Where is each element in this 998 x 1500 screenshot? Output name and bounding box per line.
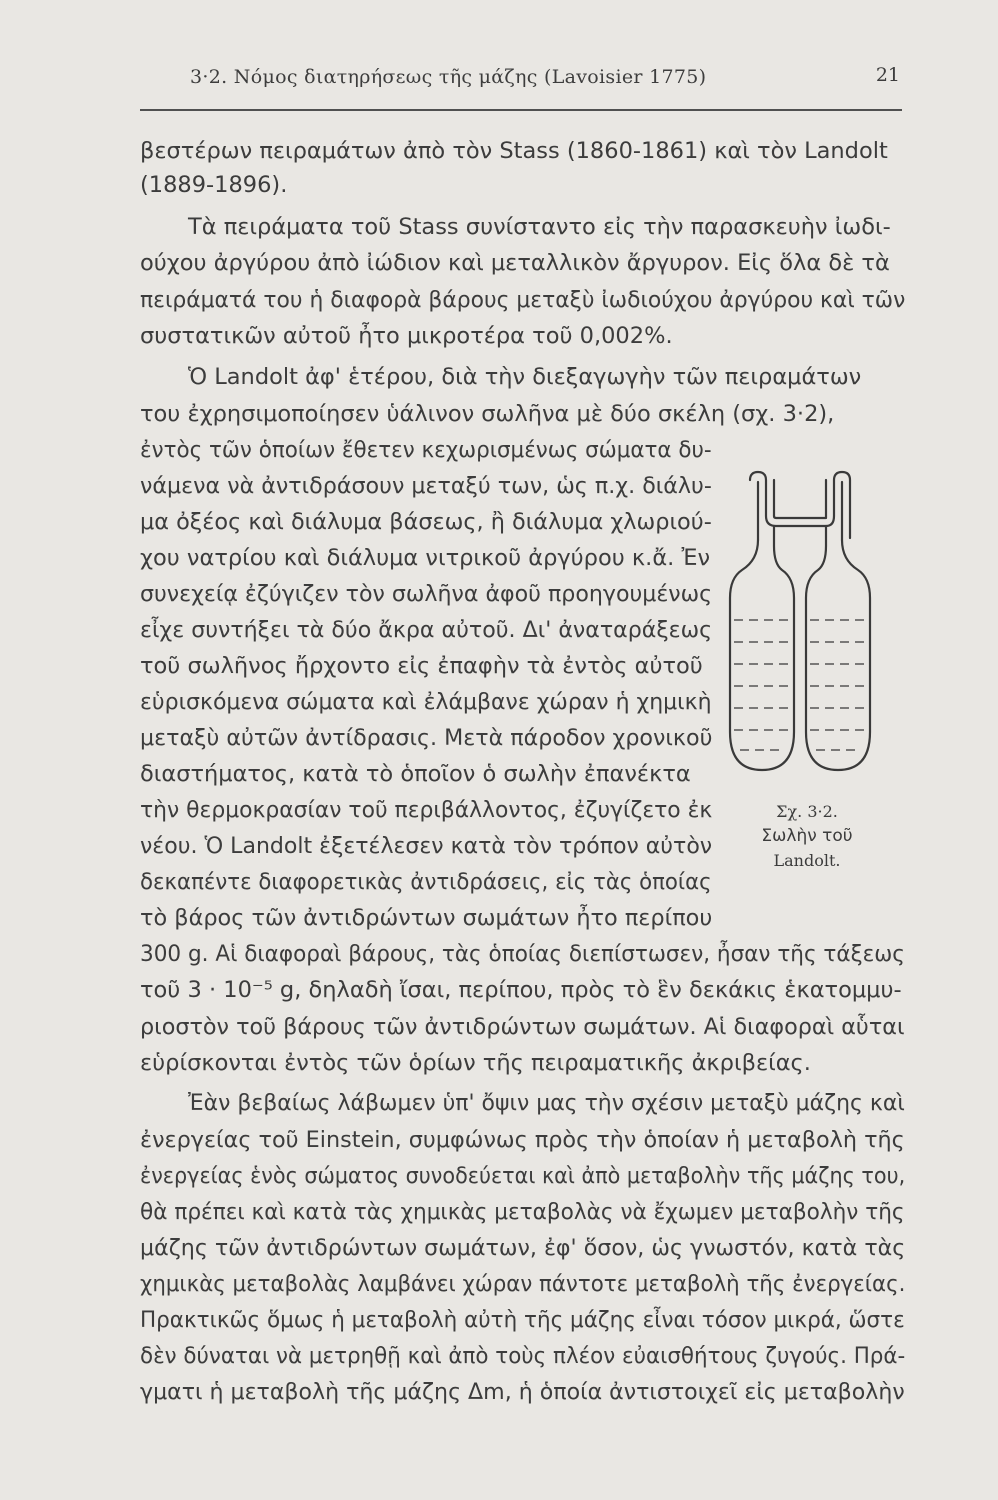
text-line: δὲν δύναται νὰ μετρηθῇ καὶ ἀπὸ τοὺς πλέον εὐαισθήτους ζυγούς. Πρά-	[140, 1343, 906, 1369]
page-number: 21	[875, 64, 900, 86]
text-line: θὰ πρέπει καὶ κατὰ τὰς χημικὰς μεταβολὰς νὰ ἔχωμεν μεταβολὴν τῆς	[140, 1199, 905, 1225]
text-line: τοῦ σωλῆνος ἤρχοντο εἰς ἐπαφὴν τὰ ἐντὸς αὐτοῦ	[140, 653, 703, 679]
text-line: (1889-1896).	[140, 172, 288, 198]
text-line: ἐνεργείας τοῦ Einstein, συμφώνως πρὸς τὴν ὁποίαν ἡ μεταβολὴ τῆς	[140, 1127, 905, 1153]
text-line: εἶχε συντήξει τὰ δύο ἄκρα αὐτοῦ. Δι' ἀναταράξεως	[140, 617, 713, 643]
text-line: ριοστὸν τοῦ βάρους τῶν ἀντιδρώντων σωμάτων. Αἱ διαφοραὶ αὗται	[140, 1014, 905, 1040]
text-line: χημικὰς μεταβολὰς λαμβάνει χώραν πάντοτε μεταβολὴ τῆς ἐνεργείας.	[140, 1271, 906, 1297]
text-line: Τὰ πειράματα τοῦ Stass συνίσταντο εἰς τὴν παρασκευὴν ἰωδι-	[188, 214, 891, 240]
text-line: ἐνεργείας ἑνὸς σώματος συνοδεύεται καὶ ἀπὸ μεταβολὴν τῆς μάζης του,	[140, 1163, 906, 1189]
landolt-tube-figure	[712, 470, 902, 890]
text-line: γματι ἡ μεταβολὴ τῆς μάζης Δm, ἡ ὁποία ἀντιστοιχεῖ εἰς μεταβολὴν	[140, 1379, 905, 1405]
text-line: Ὁ Landolt ἀφ' ἑτέρου, διὰ τὴν διεξαγωγὴν τῶν πειραμάτων	[188, 364, 862, 390]
text-line: μα ὀξέος καὶ διάλυμα βάσεως, ἢ διάλυμα χλωριού-	[140, 509, 712, 535]
page-header	[190, 64, 900, 100]
text-line: ούχου ἀργύρου ἀπὸ ἰώδιον καὶ μεταλλικὸν ἄργυρον. Εἰς ὅλα δὲ τὰ	[140, 250, 890, 276]
text-line: συνεχείᾳ ἐζύγιζεν τὸν σωλῆνα ἀφοῦ προηγουμένως	[140, 581, 713, 607]
landolt-tube-drawing	[712, 470, 902, 800]
text-line: χου νατρίου καὶ διάλυμα νιτρικοῦ ἀργύρου κ.ἄ. Ἐν	[140, 545, 711, 571]
running-title: 3·2. Νόμος διατηρήσεως τῆς μάζης (Lavoisier 1775)	[190, 66, 707, 88]
text-line: νάμενα νὰ ἀντιδράσουν μεταξύ των, ὡς π.χ. διάλυ-	[140, 473, 712, 499]
text-line: του ἐχρησιμοποίησεν ὑάλινον σωλῆνα μὲ δύο σκέλη (σχ. 3·2),	[140, 401, 835, 427]
text-line: τὸ βάρος τῶν ἀντιδρώντων σωμάτων ἦτο περίπου	[140, 905, 713, 931]
figure-caption-line2: Landolt.	[773, 851, 841, 870]
text-line: νέου. Ὁ Landolt ἐξετέλεσεν κατὰ τὸν τρόπον αὐτὸν	[140, 833, 713, 859]
text-line: εὑρισκόμενα σώματα καὶ ἐλάμβανε χώραν ἡ χημικὴ	[140, 689, 712, 715]
text-line: τὴν θερμοκρασίαν τοῦ περιβάλλοντος, ἐζυγίζετο ἐκ	[140, 797, 713, 823]
figure-caption-line1: Σωλὴν τοῦ	[761, 826, 853, 846]
text-line: Ἐὰν βεβαίως λάβωμεν ὑπ' ὄψιν μας τὴν σχέσιν μεταξὺ μάζης καὶ	[188, 1090, 905, 1116]
text-line: διαστήματος, κατὰ τὸ ὁποῖον ὁ σωλὴν ἐπανέκτα	[140, 761, 691, 787]
text-line: εὑρίσκονται ἐντὸς τῶν ὁρίων τῆς πειραματικῆς ἀκριβείας.	[140, 1050, 811, 1076]
text-line: μάζης τῶν ἀντιδρώντων σωμάτων, ἐφ' ὅσον, ὡς γνωστόν, κατὰ τὰς	[140, 1235, 906, 1261]
text-line: βεστέρων πειραμάτων ἀπὸ τὸν Stass (1860-1861) καὶ τὸν Landolt	[140, 138, 888, 164]
text-line: τοῦ 3 · 10⁻⁵ g, δηλαδὴ ἴσαι, περίπου, πρὸς τὸ ἓν δεκάκις ἑκατομμυ-	[140, 977, 902, 1003]
text-line: δεκαπέντε διαφορετικὰς ἀντιδράσεις, εἰς τὰς ὁποίας	[140, 869, 712, 895]
figure-label: Σχ. 3·2.	[776, 802, 838, 821]
text-line: Πρακτικῶς ὅμως ἡ μεταβολὴ αὐτὴ τῆς μάζης εἶναι τόσον μικρά, ὥστε	[140, 1307, 905, 1333]
text-line: 300 g. Αἱ διαφοραὶ βάρους, τὰς ὁποίας διεπίστωσεν, ἦσαν τῆς τάξεως	[140, 941, 905, 967]
text-line: πειράματά του ἡ διαφορὰ βάρους μεταξὺ ἰωδιούχου ἀργύρου καὶ τῶν	[140, 287, 906, 313]
text-line: μεταξὺ αὐτῶν ἀντίδρασις. Μετὰ πάροδον χρονικοῦ	[140, 725, 713, 751]
text-line: ἐντὸς τῶν ὁποίων ἔθετεν κεχωρισμένως σώματα δυ-	[140, 437, 712, 463]
header-rule	[140, 109, 902, 111]
text-line: συστατικῶν αὐτοῦ ἦτο μικροτέρα τοῦ 0,002%.	[140, 323, 673, 349]
